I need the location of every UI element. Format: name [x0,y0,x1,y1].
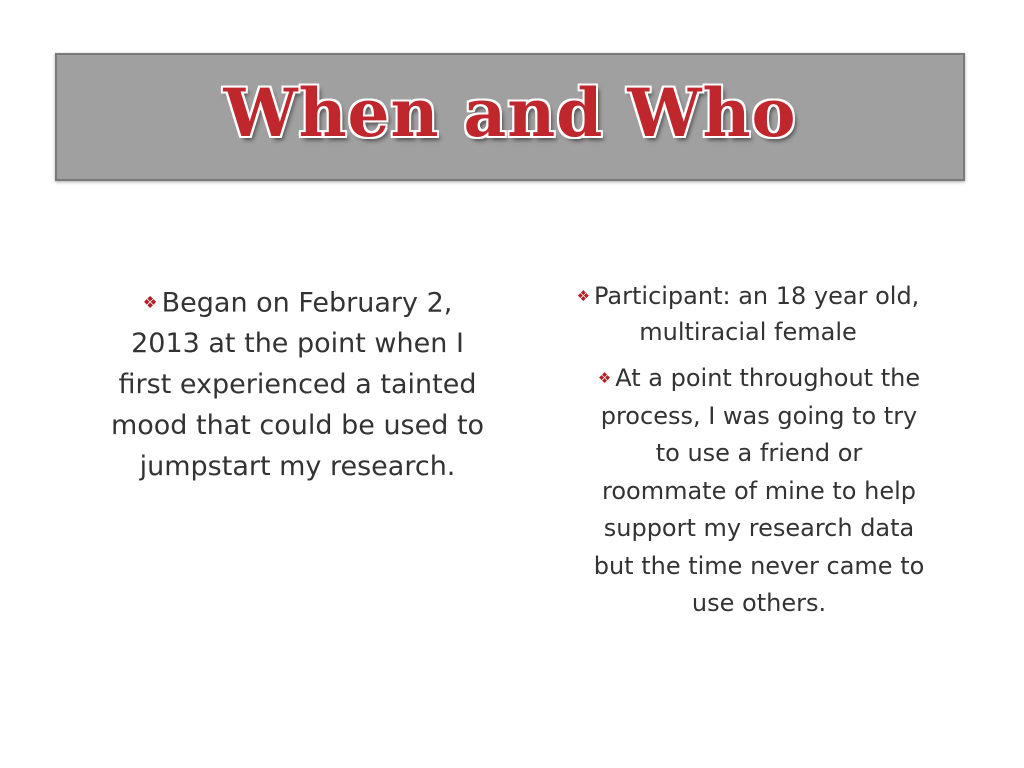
diamond-bullet-icon: ❖ [142,292,158,312]
slide-title: When and Who [223,74,797,152]
right-column [568,278,928,623]
diamond-bullet-icon: ❖ [576,287,591,306]
left-bullet-text: Began on February 2, 2013 at the point when I first experienced a tainted mood that could be used to jumpstart my research. [110,287,485,483]
diamond-bullet-icon: ❖ [597,369,612,388]
right-sub-bullet [568,360,928,623]
right-sub-bullet-text: At a point throughout the process, I was going to try to use a friend or roommate of mine to help support my research data but the time never came to use others. [593,364,925,618]
right-bullet-text: Participant: an 18 year old, multiracial female [594,282,920,347]
right-bullet [568,278,928,350]
left-bullet [105,282,490,487]
left-column [105,282,490,487]
title-band [55,53,965,181]
